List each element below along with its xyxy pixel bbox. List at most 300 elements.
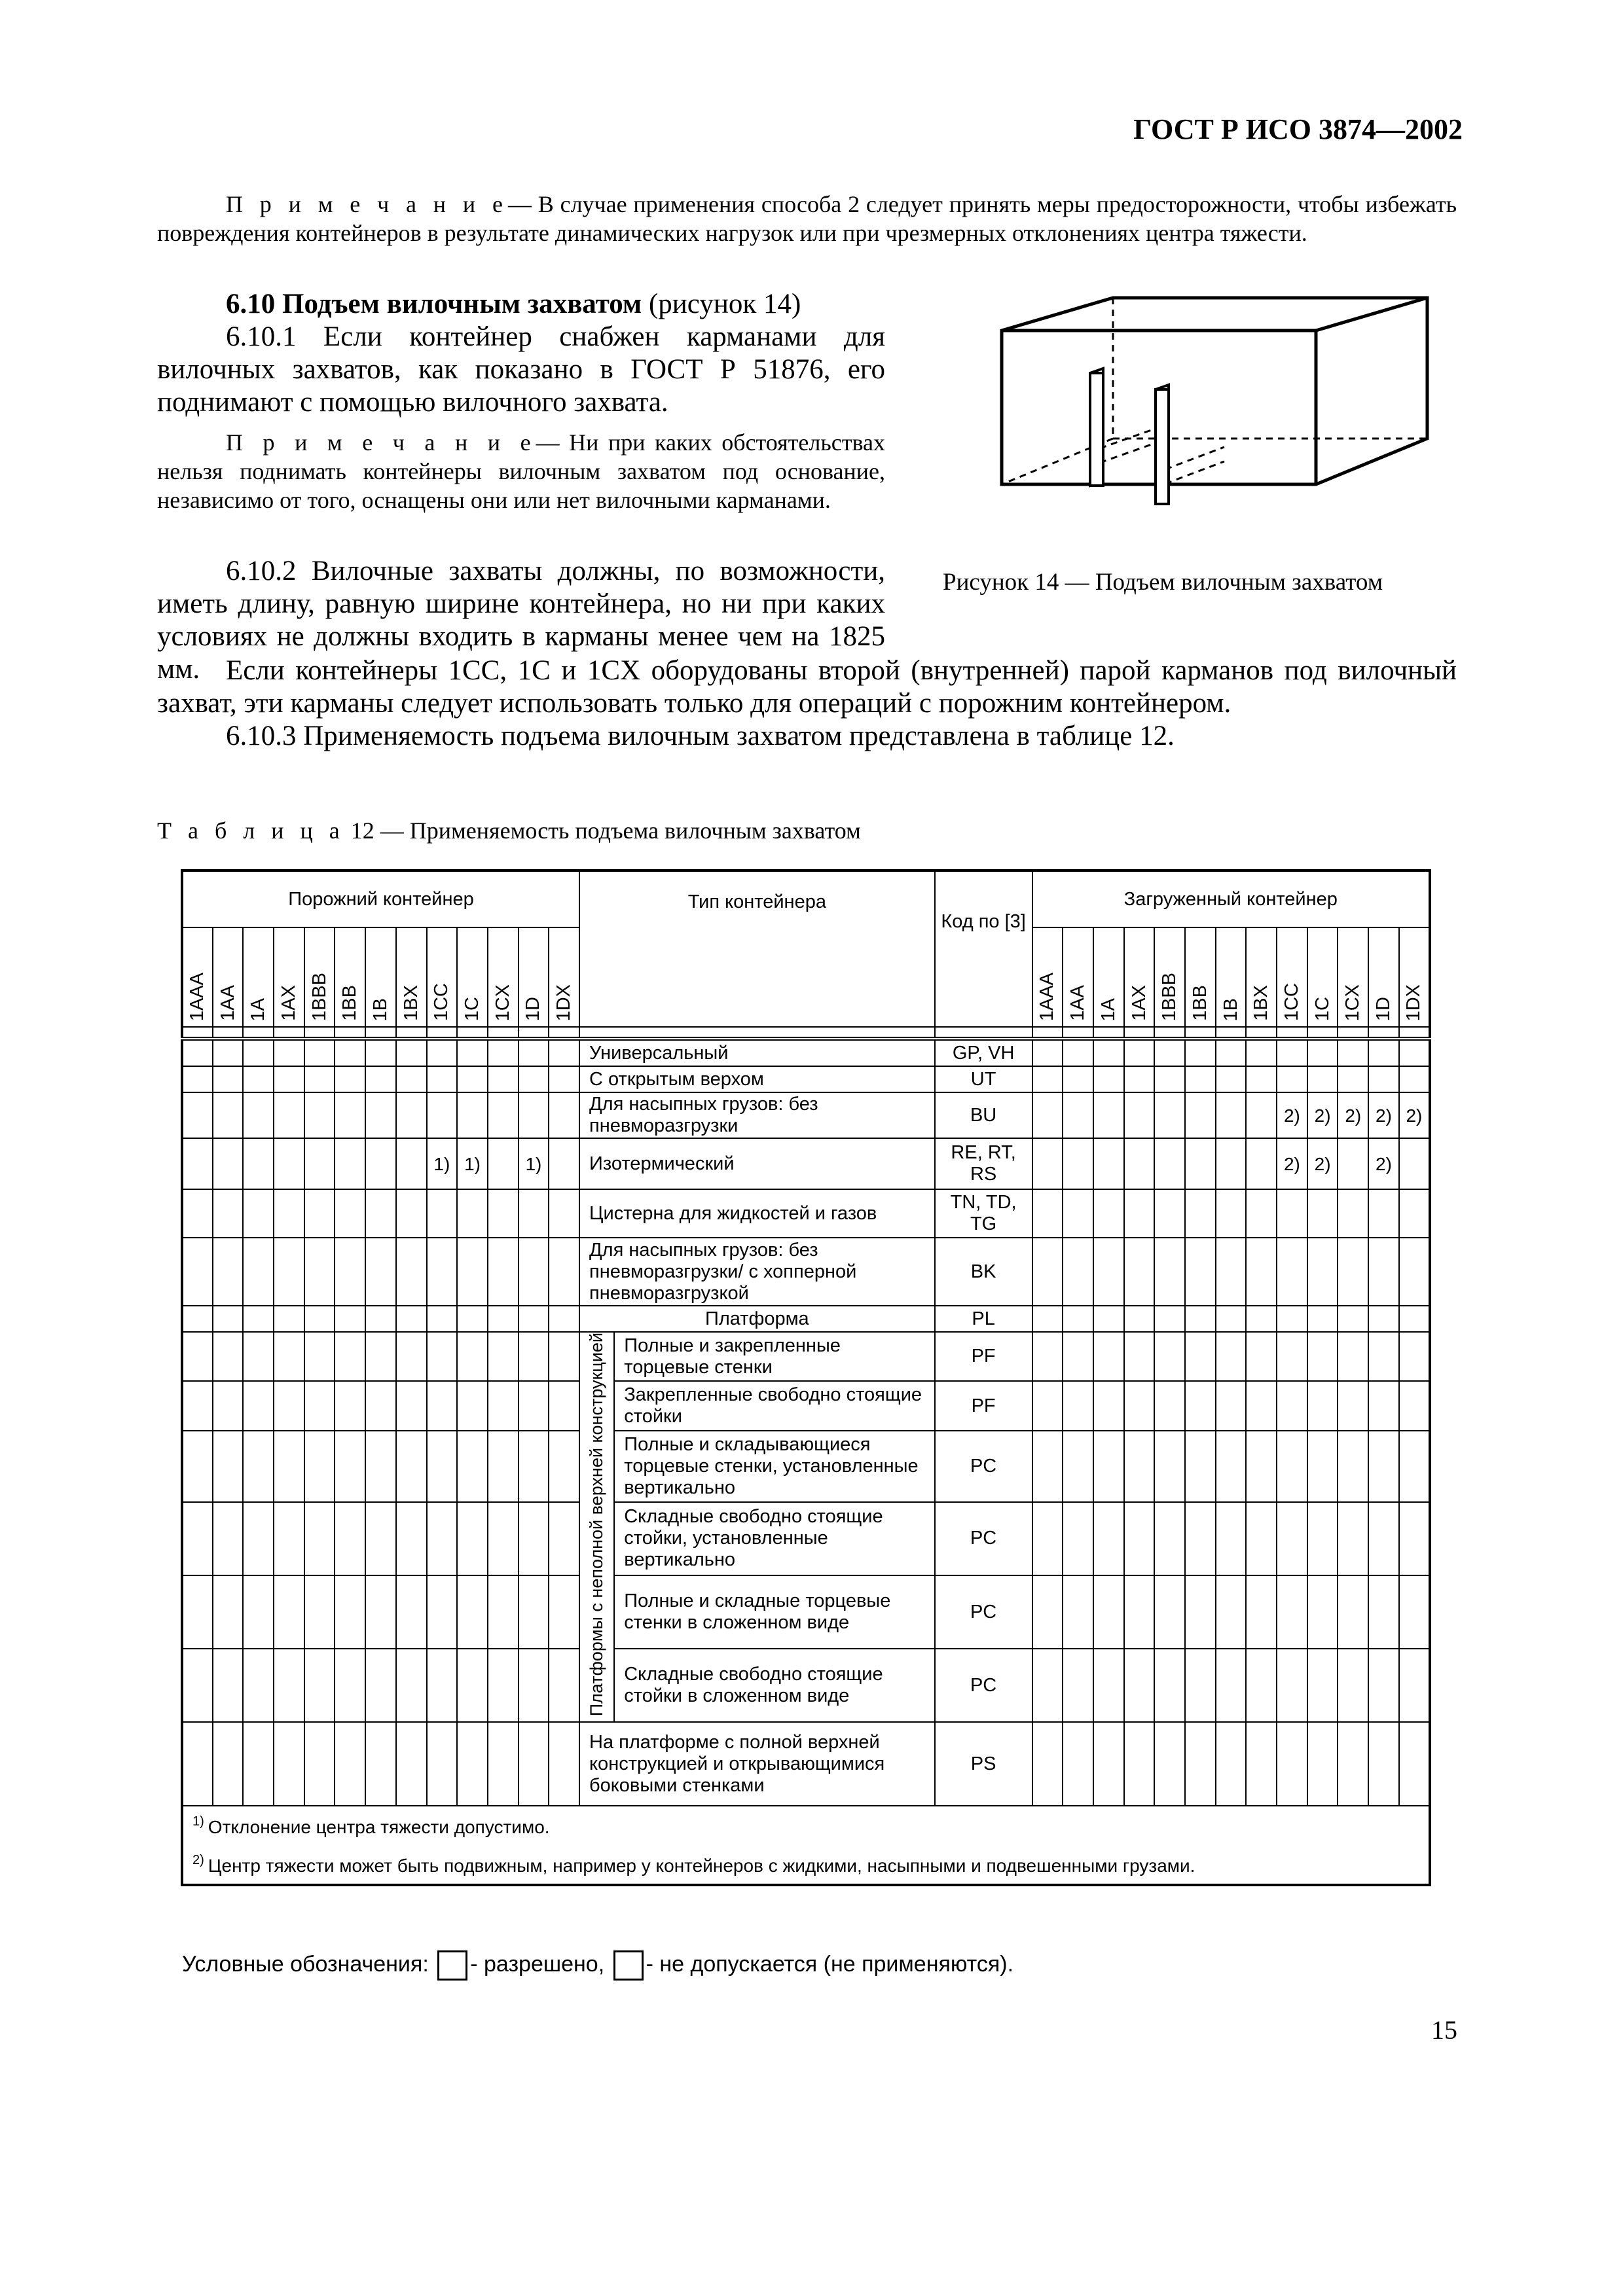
loaded-mark-cell <box>1246 1238 1277 1306</box>
column-label: 1BB <box>1189 985 1211 1021</box>
loaded-mark-cell <box>1246 1039 1277 1066</box>
empty-mark-cell <box>457 1722 488 1806</box>
empty-mark-cell <box>396 1649 427 1722</box>
empty-mark-cell <box>304 1575 335 1649</box>
loaded-mark-cell <box>1032 1189 1063 1238</box>
footnote-2-mark: 2) <box>192 1852 204 1867</box>
empty-mark-cell <box>335 1138 365 1189</box>
separator-cell <box>1063 1027 1093 1039</box>
empty-mark-cell <box>396 1306 427 1332</box>
empty-mark-cell <box>182 1649 213 1722</box>
empty-mark-cell <box>457 1189 488 1238</box>
loaded-mark-cell <box>1063 1575 1093 1649</box>
code-cell: UT <box>935 1066 1032 1092</box>
loaded-col-header <box>1246 927 1277 1027</box>
container-type-cell: С открытым верхом <box>579 1066 935 1092</box>
empty-mark-cell <box>488 1066 519 1092</box>
empty-mark-cell <box>365 1332 396 1381</box>
empty-mark-cell <box>427 1332 458 1381</box>
empty-mark-cell <box>488 1381 519 1430</box>
code-cell: BU <box>935 1092 1032 1138</box>
loaded-mark-cell <box>1338 1306 1368 1332</box>
empty-mark-cell <box>304 1306 335 1332</box>
loaded-mark-cell <box>1368 1575 1399 1649</box>
empty-mark-cell <box>519 1092 549 1138</box>
empty-mark-cell <box>519 1066 549 1092</box>
loaded-mark-cell <box>1216 1138 1247 1189</box>
container-type-cell: Складные свободно стоящие стойки в сложенном виде <box>614 1649 934 1722</box>
loaded-mark-cell <box>1216 1649 1247 1722</box>
container-type-cell: Полные и складывающиеся торцевые стенки, установленные вертикально <box>614 1431 934 1502</box>
loaded-mark-cell: 2) <box>1368 1092 1399 1138</box>
empty-mark-cell <box>243 1092 274 1138</box>
empty-mark-cell <box>519 1332 549 1381</box>
table-row <box>182 1039 1430 1066</box>
empty-mark-cell <box>396 1138 427 1189</box>
loaded-mark-cell <box>1338 1332 1368 1381</box>
empty-mark-cell <box>182 1381 213 1430</box>
empty-mark-cell <box>519 1039 549 1066</box>
empty-mark-cell <box>335 1238 365 1306</box>
section-figure-ref: (рисунок 14) <box>642 289 801 319</box>
loaded-mark-cell <box>1124 1238 1155 1306</box>
empty-mark-cell <box>365 1502 396 1575</box>
table-caption <box>157 817 861 844</box>
loaded-mark-cell <box>1277 1575 1307 1649</box>
loaded-mark-cell <box>1368 1039 1399 1066</box>
empty-col-header <box>365 927 396 1027</box>
table-row <box>182 1138 1430 1189</box>
separator-cell <box>1368 1027 1399 1039</box>
loaded-col-header <box>1338 927 1368 1027</box>
column-label: 1AX <box>1128 985 1150 1021</box>
loaded-mark-cell <box>1185 1332 1216 1381</box>
empty-mark-cell <box>488 1332 519 1381</box>
loaded-mark-cell <box>1368 1381 1399 1430</box>
loaded-mark-cell <box>1307 1431 1338 1502</box>
empty-mark-cell <box>182 1138 213 1189</box>
empty-mark-cell <box>396 1722 427 1806</box>
loaded-col-header <box>1307 927 1338 1027</box>
loaded-mark-cell <box>1246 1189 1277 1238</box>
empty-mark-cell <box>365 1575 396 1649</box>
empty-mark-cell <box>427 1575 458 1649</box>
loaded-mark-cell <box>1032 1306 1063 1332</box>
empty-mark-cell <box>488 1306 519 1332</box>
loaded-col-header <box>1368 927 1399 1027</box>
empty-mark-cell <box>182 1189 213 1238</box>
empty-mark-cell <box>457 1092 488 1138</box>
loaded-mark-cell <box>1124 1138 1155 1189</box>
loaded-mark-cell <box>1063 1502 1093 1575</box>
loaded-mark-cell <box>1338 1575 1368 1649</box>
loaded-col-header <box>1185 927 1216 1027</box>
separator-cell <box>457 1027 488 1039</box>
empty-mark-cell <box>396 1381 427 1430</box>
loaded-mark-cell <box>1124 1649 1155 1722</box>
code-cell: GP, VH <box>935 1039 1032 1066</box>
empty-col-header <box>427 927 458 1027</box>
loaded-col-header <box>1399 927 1430 1027</box>
separator-cell <box>519 1027 549 1039</box>
loaded-col-header <box>1063 927 1093 1027</box>
empty-mark-cell <box>549 1066 579 1092</box>
empty-mark-cell <box>213 1575 244 1649</box>
loaded-mark-cell <box>1277 1039 1307 1066</box>
empty-mark-cell <box>488 1431 519 1502</box>
column-label: 1B <box>1220 997 1241 1021</box>
empty-mark-cell <box>519 1722 549 1806</box>
code-cell: BK <box>935 1238 1032 1306</box>
separator-cell <box>365 1027 396 1039</box>
separator-cell <box>213 1027 244 1039</box>
loaded-mark-cell <box>1124 1575 1155 1649</box>
column-label: 1B <box>369 997 391 1021</box>
empty-mark-cell <box>457 1066 488 1092</box>
loaded-mark-cell <box>1124 1431 1155 1502</box>
empty-mark-cell <box>549 1238 579 1306</box>
separator-cell <box>1154 1027 1185 1039</box>
code-cell: PF <box>935 1381 1032 1430</box>
loaded-mark-cell <box>1032 1332 1063 1381</box>
loaded-mark-cell <box>1277 1189 1307 1238</box>
empty-mark-cell <box>243 1306 274 1332</box>
loaded-mark-cell <box>1154 1431 1185 1502</box>
code-cell: RE, RT, RS <box>935 1138 1032 1189</box>
empty-mark-cell <box>335 1039 365 1066</box>
loaded-mark-cell <box>1338 1502 1368 1575</box>
loaded-mark-cell <box>1277 1306 1307 1332</box>
column-label: 1C <box>462 996 483 1021</box>
empty-mark-cell <box>335 1092 365 1138</box>
empty-mark-cell <box>457 1238 488 1306</box>
loaded-mark-cell: 2) <box>1338 1092 1368 1138</box>
empty-mark-cell <box>427 1502 458 1575</box>
separator-cell <box>1307 1027 1338 1039</box>
empty-mark-cell <box>274 1092 304 1138</box>
empty-mark-cell <box>427 1649 458 1722</box>
empty-mark-cell <box>213 1306 244 1332</box>
empty-mark-cell <box>365 1381 396 1430</box>
legend-label: Условные обозначения: <box>182 1952 429 1977</box>
loaded-mark-cell <box>1063 1238 1093 1306</box>
loaded-mark-cell: 2) <box>1277 1138 1307 1189</box>
empty-mark-cell <box>427 1092 458 1138</box>
loaded-mark-cell <box>1368 1189 1399 1238</box>
note-text: — В случае применения способа 2 следует принять меры предосторожности, чтобы избежать повреждения контейнеров в результате динамических нагрузок или при чрезмерных отклонениях центра тяжести. <box>157 191 1457 246</box>
loaded-mark-cell <box>1338 1431 1368 1502</box>
empty-mark-cell <box>304 1238 335 1306</box>
loaded-mark-cell <box>1093 1575 1124 1649</box>
loaded-mark-cell <box>1032 1039 1063 1066</box>
column-label: 1DX <box>1403 984 1425 1021</box>
empty-col-header <box>396 927 427 1027</box>
loaded-mark-cell <box>1124 1092 1155 1138</box>
empty-mark-cell <box>274 1189 304 1238</box>
section-title: 6.10 Подъем вилочным захватом <box>226 289 642 319</box>
loaded-mark-cell <box>1032 1238 1063 1306</box>
loaded-mark-cell <box>1338 1138 1368 1189</box>
empty-mark-cell <box>182 1575 213 1649</box>
separator-cell <box>1399 1027 1430 1039</box>
empty-mark-cell <box>213 1189 244 1238</box>
header-separator <box>182 1027 1430 1039</box>
footnote-2 <box>182 1842 1430 1885</box>
empty-mark-cell <box>274 1575 304 1649</box>
empty-mark-cell <box>396 1092 427 1138</box>
empty-mark-cell <box>549 1431 579 1502</box>
loaded-col-header <box>1093 927 1124 1027</box>
column-label: 1BBB <box>1159 972 1180 1021</box>
loaded-mark-cell <box>1368 1306 1399 1332</box>
loaded-mark-cell <box>1216 1575 1247 1649</box>
header-group-row <box>182 870 1430 927</box>
empty-mark-cell <box>213 1066 244 1092</box>
loaded-mark-cell <box>1338 1066 1368 1092</box>
empty-mark-cell <box>304 1039 335 1066</box>
loaded-mark-cell <box>1032 1066 1063 1092</box>
loaded-mark-cell <box>1368 1431 1399 1502</box>
loaded-mark-cell <box>1307 1722 1338 1806</box>
column-label: 1AAA <box>1036 972 1058 1021</box>
empty-mark-cell: 1) <box>427 1138 458 1189</box>
loaded-mark-cell <box>1399 1381 1430 1430</box>
empty-mark-cell <box>488 1039 519 1066</box>
legend-allowed: - разрешено, <box>470 1952 605 1977</box>
loaded-mark-cell <box>1032 1575 1063 1649</box>
footnote-2-text: Центр тяжести может быть подвижным, например у контейнеров с жидкими, насыпными и подвешенными грузами. <box>208 1855 1195 1876</box>
empty-mark-cell <box>213 1722 244 1806</box>
separator-cell <box>1338 1027 1368 1039</box>
empty-mark-cell <box>304 1431 335 1502</box>
empty-mark-cell <box>427 1238 458 1306</box>
loaded-mark-cell <box>1185 1238 1216 1306</box>
empty-container-header: Порожний контейнер <box>182 870 579 927</box>
loaded-mark-cell: 2) <box>1277 1092 1307 1138</box>
empty-mark-cell <box>182 1306 213 1332</box>
loaded-mark-cell <box>1185 1039 1216 1066</box>
container-type-cell: Цистерна для жидкостей и газов <box>579 1189 935 1238</box>
loaded-mark-cell <box>1307 1502 1338 1575</box>
loaded-mark-cell: 2) <box>1368 1138 1399 1189</box>
empty-mark-cell <box>427 1306 458 1332</box>
empty-mark-cell <box>304 1649 335 1722</box>
loaded-mark-cell <box>1093 1502 1124 1575</box>
loaded-mark-cell <box>1063 1039 1093 1066</box>
loaded-mark-cell <box>1399 1039 1430 1066</box>
section-heading <box>226 288 894 321</box>
container-type-cell: Для насыпных грузов: без пневморазгрузки <box>579 1092 935 1138</box>
column-label: 1D <box>1373 996 1394 1021</box>
loaded-mark-cell <box>1399 1138 1430 1189</box>
loaded-mark-cell <box>1185 1502 1216 1575</box>
loaded-mark-cell <box>1185 1722 1216 1806</box>
empty-mark-cell <box>549 1189 579 1238</box>
code-cell: PC <box>935 1431 1032 1502</box>
loaded-mark-cell <box>1399 1189 1430 1238</box>
legend <box>182 1948 1013 1981</box>
loaded-mark-cell <box>1399 1502 1430 1575</box>
empty-mark-cell <box>335 1189 365 1238</box>
empty-mark-cell <box>304 1138 335 1189</box>
empty-mark-cell <box>519 1649 549 1722</box>
container-type-cell: На платформе с полной верхней конструкцией и открывающимися боковыми стенками <box>579 1722 935 1806</box>
separator-cell <box>182 1027 213 1039</box>
empty-mark-cell <box>213 1238 244 1306</box>
separator-cell <box>1185 1027 1216 1039</box>
footnote-1-mark: 1) <box>192 1814 204 1829</box>
loaded-mark-cell <box>1154 1066 1185 1092</box>
table-row <box>182 1381 1430 1430</box>
loaded-mark-cell: 2) <box>1307 1138 1338 1189</box>
loaded-mark-cell <box>1093 1189 1124 1238</box>
separator-cell <box>579 1027 935 1039</box>
empty-mark-cell <box>182 1238 213 1306</box>
column-label: 1BBB <box>308 972 330 1021</box>
loaded-mark-cell <box>1032 1431 1063 1502</box>
loaded-mark-cell <box>1399 1575 1430 1649</box>
loaded-mark-cell <box>1216 1189 1247 1238</box>
empty-col-header <box>182 927 213 1027</box>
loaded-mark-cell <box>1032 1092 1063 1138</box>
separator-cell <box>1124 1027 1155 1039</box>
loaded-mark-cell <box>1032 1722 1063 1806</box>
empty-mark-cell <box>519 1502 549 1575</box>
separator-cell <box>427 1027 458 1039</box>
empty-mark-cell <box>365 1306 396 1332</box>
empty-col-header <box>335 927 365 1027</box>
footnote-1 <box>182 1806 1430 1842</box>
loaded-mark-cell <box>1246 1502 1277 1575</box>
loaded-mark-cell <box>1093 1306 1124 1332</box>
empty-mark-cell <box>243 1039 274 1066</box>
separator-cell <box>1216 1027 1247 1039</box>
loaded-mark-cell <box>1246 1332 1277 1381</box>
code-header: Код по [3] <box>935 870 1032 1027</box>
empty-mark-cell <box>365 1649 396 1722</box>
paragraph-6-10-1: 6.10.1 Если контейнер снабжен карманами для вилочных захватов, как показано в ГОСТ Р 51876, его поднимают с помощью вилочного захвата. <box>157 321 885 418</box>
note2-text: — Ни при каких обстоятельствах нельзя поднимать контейнеры вилочным захватом под основание, независимо от того, оснащены они или нет вилочными карманами. <box>157 429 885 513</box>
loaded-mark-cell <box>1154 1722 1185 1806</box>
paragraph-containers-cc: Если контейнеры 1CC, 1C и 1CX оборудованы второй (внутренней) парой карманов под вилочный захват, эти карманы следует использовать только для операций с порожним контейнером. <box>157 655 1457 719</box>
empty-mark-cell <box>457 1431 488 1502</box>
empty-mark-cell <box>549 1649 579 1722</box>
empty-mark-cell <box>274 1431 304 1502</box>
loaded-mark-cell <box>1216 1502 1247 1575</box>
separator-cell <box>935 1027 1032 1039</box>
empty-mark-cell <box>519 1306 549 1332</box>
loaded-mark-cell <box>1307 1332 1338 1381</box>
column-label: 1AX <box>278 985 299 1021</box>
loaded-mark-cell <box>1185 1138 1216 1189</box>
separator-cell <box>1277 1027 1307 1039</box>
loaded-mark-cell <box>1399 1649 1430 1722</box>
loaded-mark-cell <box>1246 1092 1277 1138</box>
footnote-row <box>182 1806 1430 1842</box>
empty-mark-cell <box>243 1722 274 1806</box>
column-label: 1BX <box>1250 985 1272 1021</box>
loaded-mark-cell <box>1399 1332 1430 1381</box>
loaded-container-header: Загруженный контейнер <box>1032 870 1430 927</box>
empty-mark-cell <box>182 1722 213 1806</box>
container-type-cell: Универсальный <box>579 1039 935 1066</box>
column-label: 1CC <box>1281 982 1302 1021</box>
loaded-mark-cell <box>1093 1381 1124 1430</box>
loaded-mark-cell <box>1185 1092 1216 1138</box>
note-label: П р и м е ч а н и е <box>226 191 508 217</box>
loaded-mark-cell <box>1063 1431 1093 1502</box>
empty-mark-cell <box>365 1189 396 1238</box>
loaded-mark-cell <box>1154 1238 1185 1306</box>
column-label: 1AA <box>1067 985 1089 1021</box>
table-row <box>182 1092 1430 1138</box>
empty-mark-cell <box>365 1066 396 1092</box>
container-type-cell: Закрепленные свободно стоящие стойки <box>614 1381 934 1430</box>
loaded-col-header <box>1032 927 1063 1027</box>
empty-mark-cell <box>457 1381 488 1430</box>
empty-mark-cell <box>519 1431 549 1502</box>
loaded-mark-cell <box>1032 1138 1063 1189</box>
loaded-mark-cell <box>1154 1502 1185 1575</box>
empty-mark-cell <box>335 1575 365 1649</box>
loaded-mark-cell <box>1185 1189 1216 1238</box>
empty-mark-cell <box>549 1092 579 1138</box>
loaded-mark-cell <box>1368 1502 1399 1575</box>
empty-mark-cell <box>182 1092 213 1138</box>
loaded-mark-cell <box>1154 1575 1185 1649</box>
empty-mark-cell <box>488 1575 519 1649</box>
empty-mark-cell <box>365 1238 396 1306</box>
loaded-mark-cell <box>1063 1332 1093 1381</box>
loaded-mark-cell <box>1154 1189 1185 1238</box>
empty-mark-cell <box>519 1381 549 1430</box>
table-row <box>182 1722 1430 1806</box>
table-row <box>182 1332 1430 1381</box>
empty-mark-cell <box>488 1722 519 1806</box>
loaded-col-header <box>1154 927 1185 1027</box>
empty-mark-cell <box>488 1649 519 1722</box>
empty-mark-cell <box>274 1502 304 1575</box>
empty-col-header <box>304 927 335 1027</box>
loaded-mark-cell <box>1338 1722 1368 1806</box>
loaded-mark-cell <box>1093 1066 1124 1092</box>
loaded-mark-cell <box>1063 1138 1093 1189</box>
separator-cell <box>274 1027 304 1039</box>
side-label-text: Платформы с неполной верхней конструкцией <box>587 1333 607 1717</box>
empty-col-header <box>488 927 519 1027</box>
empty-mark-cell <box>549 1722 579 1806</box>
applicability-table <box>181 869 1431 1886</box>
empty-mark-cell <box>488 1502 519 1575</box>
loaded-mark-cell <box>1063 1306 1093 1332</box>
loaded-mark-cell <box>1185 1066 1216 1092</box>
empty-col-header <box>243 927 274 1027</box>
table-row <box>182 1306 1430 1332</box>
empty-col-header <box>274 927 304 1027</box>
empty-mark-cell <box>304 1066 335 1092</box>
table-caption-label: Т а б л и ц а <box>157 817 345 844</box>
empty-mark-cell <box>427 1722 458 1806</box>
loaded-mark-cell <box>1246 1066 1277 1092</box>
loaded-mark-cell <box>1368 1238 1399 1306</box>
empty-mark-cell <box>335 1066 365 1092</box>
empty-mark-cell <box>213 1332 244 1381</box>
loaded-mark-cell <box>1338 1039 1368 1066</box>
column-label: 1A <box>1097 997 1119 1021</box>
note-under-base <box>157 428 885 514</box>
loaded-mark-cell <box>1032 1649 1063 1722</box>
empty-mark-cell <box>519 1189 549 1238</box>
